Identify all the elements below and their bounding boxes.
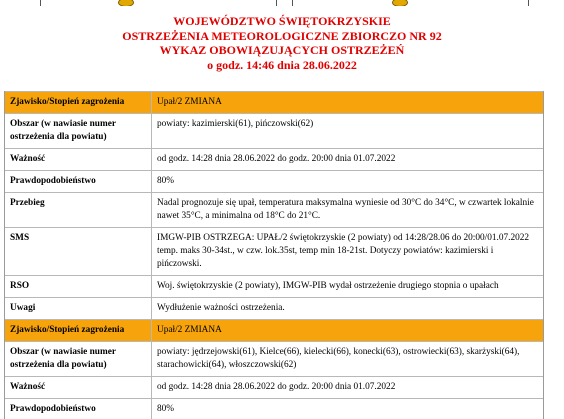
warning-row <box>5 275 543 297</box>
warning-row <box>5 113 543 148</box>
bulletin-subtitle: WYKAZ OBOWIĄZUJĄCYCH OSTRZEŻEŃ <box>159 43 405 57</box>
region-title: WOJEWÓDZTWO ŚWIĘTOKRZYSKIE <box>173 14 391 28</box>
warning-field-label: Obszar (w nawiasie numer ostrzeżenia dla powiatu) <box>5 341 152 376</box>
warning-field-label: Przebieg <box>5 192 152 227</box>
warning-field-value: 80% <box>152 170 543 192</box>
warning-field-label: SMS <box>5 227 152 275</box>
warning-field-label: Prawdopodobieństwo <box>5 398 152 419</box>
warning-field-label: Obszar (w nawiasie numer ostrzeżenia dla powiatu) <box>5 113 152 148</box>
warning-row <box>5 148 543 170</box>
warning-field-value: powiaty: kazimierski(61), pińczowski(62) <box>152 113 543 148</box>
warning-field-value: powiaty: jędrzejowski(61), Kielce(66), kielecki(66), konecki(63), ostrowiecki(63), skarżyski(64), starachowicki(64), włoszczowski(62) <box>152 341 543 376</box>
warning-field-label: RSO <box>5 275 152 297</box>
warning-area-marker <box>118 0 134 6</box>
warning-field-value: 80% <box>152 398 543 419</box>
warning-row <box>5 297 543 319</box>
warning-row <box>5 319 543 341</box>
warning-field-label: Uwagi <box>5 297 152 319</box>
bulletin-time: o godz. 14:46 dnia 28.06.2022 <box>207 57 357 72</box>
warning-field-label: Zjawisko/Stopień zagrożenia <box>5 91 152 113</box>
warning-row <box>5 398 543 419</box>
warning-row <box>5 91 543 113</box>
warning-field-label: Ważność <box>5 376 152 398</box>
warning-field-value: IMGW-PIB OSTRZEGA: UPAŁ/2 świętokrzyskie (2 powiaty) od 14:28/28.06 do 20:00/01.07.2022 temp. maks 30-34st., w czw. lok.35st, temp min 18-21st. Dotyczy powiatów: kazimierski i pińczowski. <box>152 227 543 275</box>
warning-row <box>5 227 543 275</box>
warning-area-marker <box>392 0 408 6</box>
warning-row <box>5 170 543 192</box>
warning-row <box>5 376 543 398</box>
warning-map-right <box>292 0 529 6</box>
bulletin-title: OSTRZEŻENIA METEOROLOGICZNE ZBIORCZO NR 92 <box>122 28 442 43</box>
warning-field-value: od godz. 14:28 dnia 28.06.2022 do godz. 20:00 dnia 01.07.2022 <box>152 376 543 398</box>
warning-field-value: Upał/2 ZMIANA <box>152 91 543 113</box>
warning-map-left <box>40 0 277 6</box>
warning-field-label: Zjawisko/Stopień zagrożenia <box>5 319 152 341</box>
bulletin-header <box>0 14 564 72</box>
warning-field-label: Prawdopodobieństwo <box>5 170 152 192</box>
warning-row <box>5 341 543 376</box>
warning-row <box>5 192 543 227</box>
warning-field-value: Upał/2 ZMIANA <box>152 319 543 341</box>
warning-field-value: Nadal prognozuje się upał, temperatura maksymalna wyniesie od 30°C do 34°C, w czwartek lokalnie nawet 35°C, a minimalna od 18°C do 21°C. <box>152 192 543 227</box>
warnings-table <box>4 91 544 419</box>
warning-maps-strip <box>0 0 564 6</box>
warning-field-label: Ważność <box>5 148 152 170</box>
warning-field-value: Woj. świętokrzyskie (2 powiaty), IMGW-PIB wydał ostrzeżenie drugiego stopnia o upałach <box>152 275 543 297</box>
warning-field-value: od godz. 14:28 dnia 28.06.2022 do godz. 20:00 dnia 01.07.2022 <box>152 148 543 170</box>
warning-field-value: Wydłużenie ważności ostrzeżenia. <box>152 297 543 319</box>
